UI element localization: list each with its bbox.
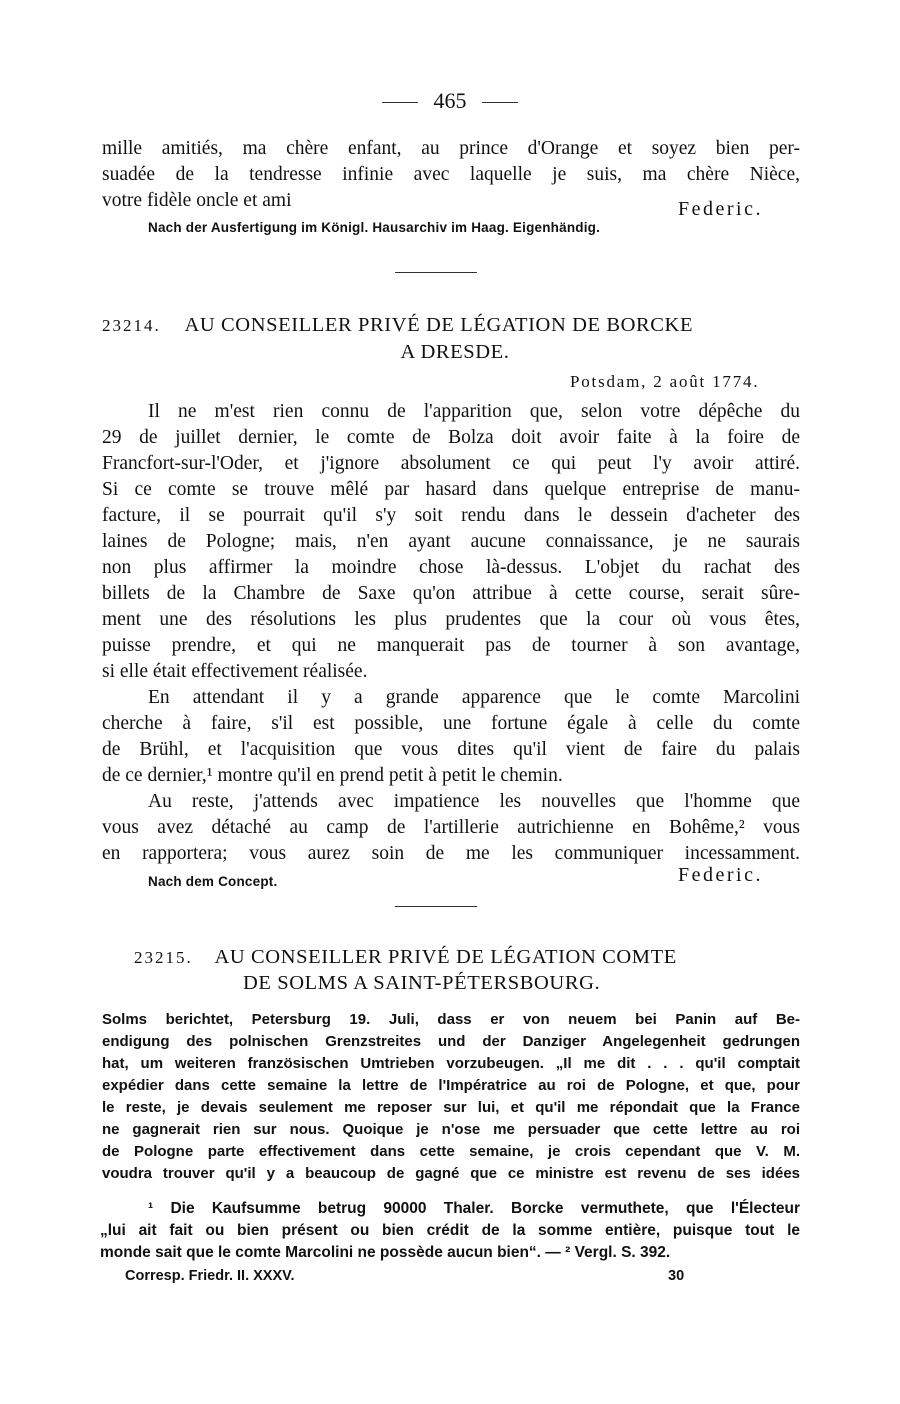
letter-23215-title: AU CONSEILLER PRIVÉ DE LÉGATION COMTE	[214, 946, 677, 968]
letter-23214-line-14: de Brühl, et l'acquisition que vous dites qu'il vient de faire du palais	[102, 739, 800, 760]
letter-23214-heading-line1	[102, 314, 693, 337]
letter-23214-line-15: de ce dernier,¹ montre qu'il en prend petit à petit le chemin.	[102, 765, 563, 786]
footer-volume: Corresp. Friedr. II. XXXV.	[125, 1268, 295, 1284]
letter-23214-line-3: Francfort-sur-l'Oder, et j'ignore absolument ce qui peut l'y avoir attiré.	[102, 453, 800, 474]
footnote-line-2: „lui ait fait ou bien présent ou bien crédit de la somme entière, puisque tout le	[100, 1222, 800, 1239]
letter-23214-line-17: vous avez détaché au camp de l'artillerie autrichienne en Bohême,² vous	[102, 817, 800, 838]
letter-23214-line-1: Il ne m'est rien connu de l'apparition que, selon votre dépêche du	[148, 401, 800, 422]
letter-23215-line-1: Solms berichtet, Petersburg 19. Juli, dass er von neuem bei Panin auf Be-	[102, 1011, 800, 1028]
letter-23215-line-2: endigung des polnischen Grenzstreites und der Danziger Angelegenheit gedrungen	[102, 1033, 800, 1050]
letter-23214-source-note: Nach dem Concept.	[148, 874, 278, 889]
letter-23215-line-6: ne gagnerait rien sur nous. Quoique je n'ose me persuader que cette lettre au roi	[102, 1121, 800, 1138]
letter-23214-dateline: Potsdam, 2 août 1774.	[570, 372, 760, 391]
letter-23215-line-5: le reste, je devais seulement me reposer sur lui, et qu'il me répondait que la France	[102, 1099, 800, 1116]
footnote-line-3: monde sait que le comte Marcolini ne possède aucun bien“. — ² Vergl. S. 392.	[100, 1244, 671, 1261]
letter-23215-title-line2: DE SOLMS A SAINT-PÉTERSBOURG.	[243, 972, 601, 994]
letter-23214-line-4: Si ce comte se trouve mêlé par hasard dans quelque entreprise de manu-	[102, 479, 800, 500]
page-number: 465	[433, 88, 467, 113]
page-number-dash-left	[382, 102, 418, 103]
continuation-line-3: votre fidèle oncle et ami	[102, 190, 292, 211]
letter-23214-line-7: non plus affirmer la moindre chose là-dessus. L'objet du rachat des	[102, 557, 800, 578]
letter-23215-heading-line1	[134, 946, 677, 969]
letter-23214-signature: Federic.	[678, 864, 763, 886]
footnote-line-1: ¹ Die Kaufsumme betrug 90000 Thaler. Borcke vermuthete, que l'Électeur	[148, 1200, 800, 1217]
letter-23215-line-8: voudra trouver qu'il y a beaucoup de gagné que ce ministre est revenu de ses idées	[102, 1165, 800, 1182]
continuation-line-2: suadée de la tendresse infinie avec laquelle je suis, ma chère Nièce,	[102, 164, 800, 185]
separator-rule	[395, 272, 477, 273]
separator-rule	[395, 906, 477, 907]
continuation-line-1: mille amitiés, ma chère enfant, au prince d'Orange et soyez bien per-	[102, 138, 800, 159]
letter-23214-number: 23214.	[102, 316, 161, 335]
letter-23214-line-5: facture, il se pourrait qu'il s'y soit rendu dans le dessein d'acheter des	[102, 505, 800, 526]
letter-23214-line-10: puisse prendre, et qui ne manquerait pas de tourner à son avantage,	[102, 635, 800, 656]
continuation-source-note: Nach der Ausfertigung im Königl. Hausarchiv im Haag. Eigenhändig.	[148, 220, 601, 235]
letter-23214-line-9: ment une des résolutions les plus prudentes que la cour où vous êtes,	[102, 609, 800, 630]
letter-23215-line-3: hat, um weiteren französischen Umtrieben vorzubeugen. „Il me dit . . . qu'il comptait	[102, 1055, 800, 1072]
footer-signature-mark: 30	[668, 1268, 685, 1284]
letter-23214-title-line2: A DRESDE.	[400, 341, 510, 363]
letter-23214-line-2: 29 de juillet dernier, le comte de Bolza doit avoir faite à la foire de	[102, 427, 800, 448]
page-number-row	[0, 88, 900, 114]
letter-23214-line-16: Au reste, j'attends avec impatience les nouvelles que l'homme que	[148, 791, 800, 812]
letter-23215-line-7: de Pologne parte effectivement dans cette semaine, je crois cependant que V. M.	[102, 1143, 800, 1160]
letter-23214-line-13: cherche à faire, s'il est possible, une fortune égale à celle du comte	[102, 713, 800, 734]
letter-23214-line-11: si elle était effectivement réalisée.	[102, 661, 368, 682]
continuation-signature: Federic.	[678, 198, 763, 220]
letter-23214-title: AU CONSEILLER PRIVÉ DE LÉGATION DE BORCKE	[184, 314, 694, 336]
letter-23215-line-4: expédier dans cette semaine la lettre de l'Impératrice au roi de Pologne, et que, pour	[102, 1077, 800, 1094]
letter-23214-line-6: laines de Pologne; mais, n'en ayant aucune connaissance, je ne saurais	[102, 531, 800, 552]
letter-23215-number: 23215.	[134, 948, 193, 967]
letter-23214-line-18: en rapportera; vous aurez soin de me les communiquer incessamment.	[102, 843, 800, 864]
letter-23214-line-8: billets de la Chambre de Saxe qu'on attribue à cette course, serait sûre-	[102, 583, 800, 604]
page-number-dash-right	[482, 102, 518, 103]
letter-23214-line-12: En attendant il y a grande apparence que le comte Marcolini	[148, 687, 800, 708]
